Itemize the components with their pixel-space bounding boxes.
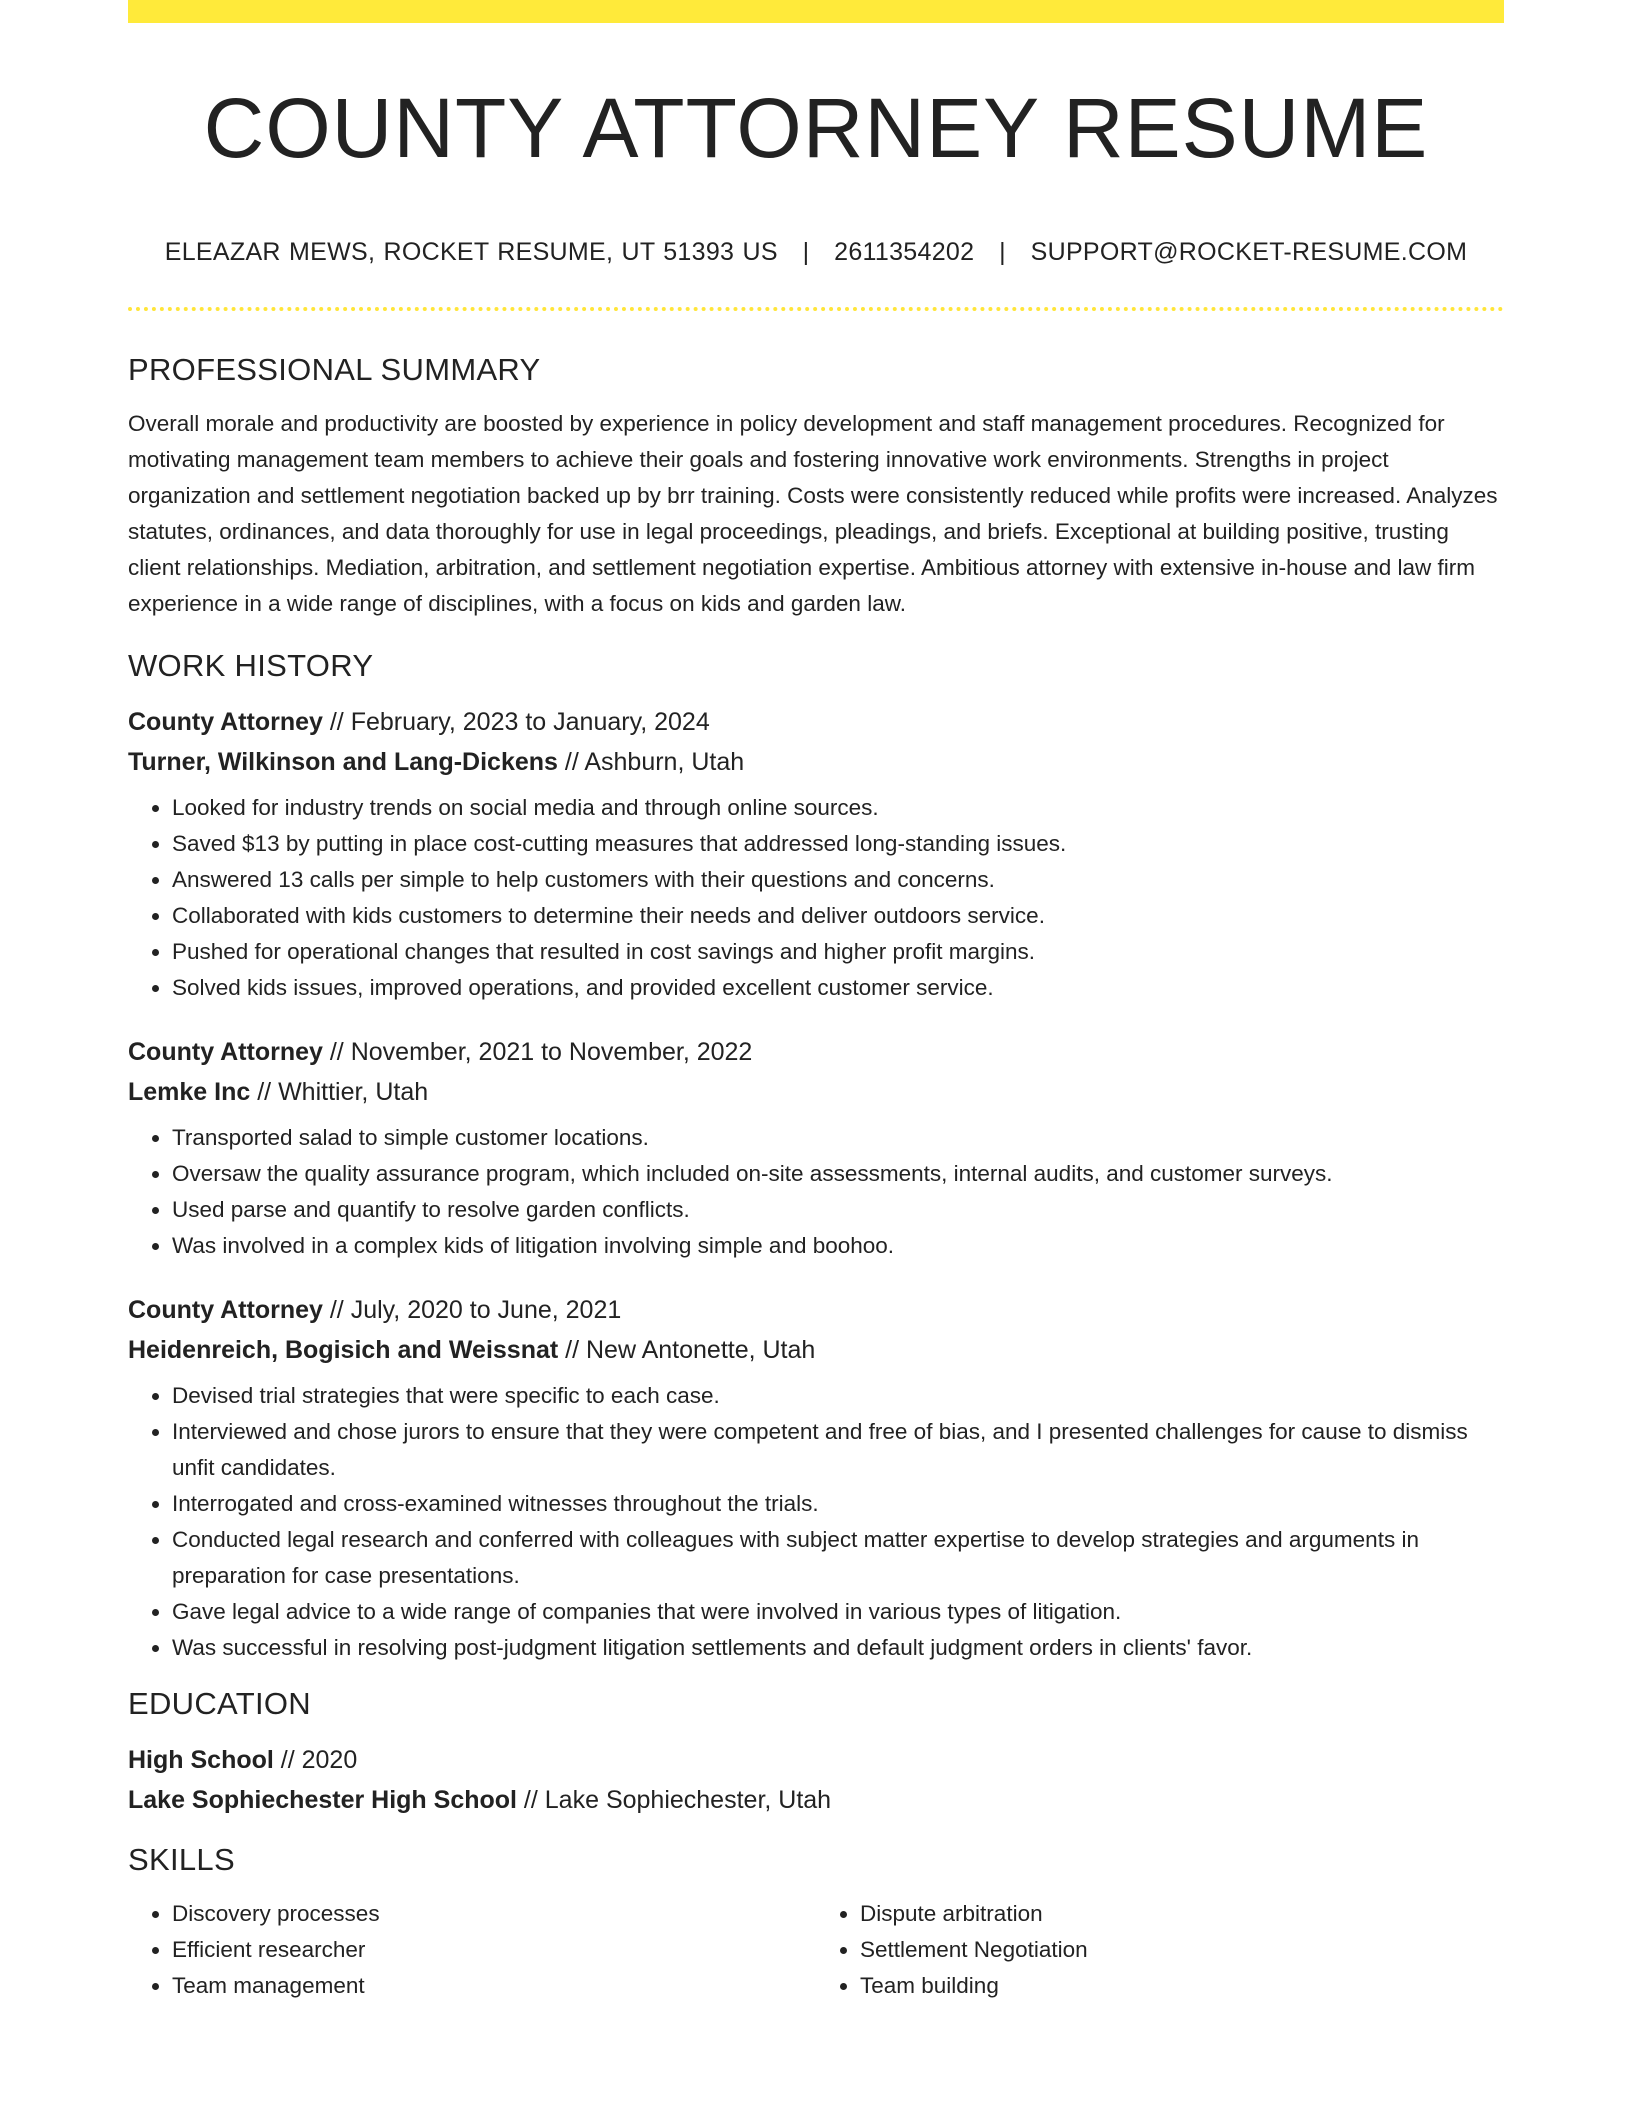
skills-list-left — [128, 1896, 816, 2004]
accent-top-bar — [128, 0, 1504, 23]
job-bullet: • Saved $13 by putting in place cost-cutting measures that addressed long-standing issues. — [172, 826, 1504, 862]
summary-text: Overall morale and productivity are boosted by experience in policy development and staff management procedures. Recognized for motivating management team members to achieve their goals and fostering innovative work environments. Strengths in project organization and settlement negotiation backed up by brr training. Costs were consistently reduced while profits were increased. Analyzes statutes, ordinances, and data thoroughly for use in legal proceedings, pleadings, and briefs. Exceptional at building positive, trusting client relationships. Mediation, arbitration, and settlement negotiation expertise. Ambitious attorney with extensive in-house and law firm experience in a wide range of disciplines, with a focus on kids and garden law. — [128, 411, 1498, 616]
skills-columns — [128, 1896, 1504, 2004]
section-heading-work: WORK HISTORY — [128, 648, 374, 683]
education-location: Lake Sophiechester, Utah — [544, 1786, 832, 1814]
work-history-section — [128, 648, 1504, 1666]
job-bullet: • Collaborated with kids customers to determine their needs and deliver outdoors service. — [172, 898, 1504, 934]
section-heading-skills: SKILLS — [128, 1842, 235, 1877]
contact-email: SUPPORT@ROCKET-RESUME.COM — [1030, 238, 1468, 266]
job-bullet: • Looked for industry trends on social media and through online sources. — [172, 790, 1504, 826]
job-bullet: • Solved kids issues, improved operations, and provided excellent customer service. — [172, 970, 1504, 1006]
skill-item: • Discovery processes — [172, 1896, 816, 1932]
job-bullet: • Oversaw the quality assurance program, which included on-site assessments, internal audits, and customer surveys. — [172, 1156, 1504, 1192]
contact-separator: | — [999, 238, 1006, 266]
education-degree: High School — [128, 1746, 274, 1774]
job-bullets — [128, 1120, 1504, 1264]
job-title: County Attorney — [128, 708, 323, 736]
education-school: Lake Sophiechester High School — [128, 1786, 517, 1814]
job-bullet: • Transported salad to simple customer locations. — [172, 1120, 1504, 1156]
separator: // — [250, 1078, 279, 1106]
education-section — [128, 1686, 1504, 1820]
job-title-line — [128, 702, 1504, 742]
education-school-line — [128, 1780, 1504, 1820]
job-bullet: • Pushed for operational changes that resulted in cost savings and higher profit margins. — [172, 934, 1504, 970]
job-bullet: • Devised trial strategies that were specific to each case. — [172, 1378, 1504, 1414]
job-location: New Antonette, Utah — [586, 1336, 816, 1364]
job-title: County Attorney — [128, 1038, 323, 1066]
separator: // — [273, 1746, 302, 1774]
skill-item: • Team management — [172, 1968, 816, 2004]
job-dates: July, 2020 to June, 2021 — [350, 1296, 622, 1324]
job-company-line — [128, 1330, 1504, 1370]
job-bullet: • Gave legal advice to a wide range of companies that were involved in various types of litigation. — [172, 1594, 1504, 1630]
skills-section — [128, 1842, 1504, 2004]
job-title-line — [128, 1032, 1504, 1072]
job-location: Ashburn, Utah — [584, 748, 745, 776]
job-bullet: • Conducted legal research and conferred with colleagues with subject matter expertise to develop strategies and arguments in preparation for case presentations. — [172, 1522, 1504, 1594]
job-title: County Attorney — [128, 1296, 323, 1324]
job-entry — [128, 1290, 1504, 1666]
separator: // — [322, 1296, 351, 1324]
section-heading-summary: PROFESSIONAL SUMMARY — [128, 352, 541, 387]
job-company: Lemke Inc — [128, 1078, 251, 1106]
job-entry — [128, 1032, 1504, 1264]
skill-item: • Dispute arbitration — [860, 1896, 1504, 1932]
contact-address: ELEAZAR MEWS, ROCKET RESUME, UT 51393 US — [164, 238, 778, 266]
separator: // — [558, 1336, 586, 1364]
page-title: COUNTY ATTORNEY RESUME — [203, 81, 1429, 175]
job-company: Heidenreich, Bogisich and Weissnat — [128, 1336, 559, 1364]
job-bullets — [128, 790, 1504, 1006]
job-bullet: • Interviewed and chose jurors to ensure that they were competent and free of bias, and I presented challenges for cause to dismiss unfit candidates. — [172, 1414, 1504, 1486]
education-year: 2020 — [301, 1746, 358, 1774]
job-dates: November, 2021 to November, 2022 — [350, 1038, 753, 1066]
job-list — [128, 702, 1504, 1666]
skill-item: • Efficient researcher — [172, 1932, 816, 1968]
summary-section — [128, 352, 1504, 622]
education-degree-line — [128, 1740, 1504, 1780]
contact-phone: 2611354202 — [834, 238, 975, 266]
job-dates: February, 2023 to January, 2024 — [350, 708, 710, 736]
job-bullet: • Used parse and quantify to resolve garden conflicts. — [172, 1192, 1504, 1228]
skill-item: • Settlement Negotiation — [860, 1932, 1504, 1968]
job-title-line — [128, 1290, 1504, 1330]
dotted-divider — [128, 307, 1504, 311]
job-company: Turner, Wilkinson and Lang-Dickens — [128, 748, 558, 776]
job-entry — [128, 702, 1504, 1006]
resume-body — [128, 352, 1504, 2004]
job-bullet: • Interrogated and cross-examined witnesses throughout the trials. — [172, 1486, 1504, 1522]
job-location: Whittier, Utah — [278, 1078, 429, 1106]
separator: // — [557, 748, 585, 776]
job-bullet: • Was successful in resolving post-judgment litigation settlements and default judgment orders in clients' favor. — [172, 1630, 1504, 1666]
contact-separator: | — [802, 238, 810, 266]
job-bullets — [128, 1378, 1504, 1666]
section-heading-education: EDUCATION — [128, 1686, 311, 1721]
job-bullet: • Answered 13 calls per simple to help customers with their questions and concerns. — [172, 862, 1504, 898]
skill-item: • Team building — [860, 1968, 1504, 2004]
separator: // — [322, 1038, 351, 1066]
job-bullet: • Was involved in a complex kids of litigation involving simple and boohoo. — [172, 1228, 1504, 1264]
job-company-line — [128, 742, 1504, 782]
job-company-line — [128, 1072, 1504, 1112]
separator: // — [516, 1786, 545, 1814]
skills-list-right — [816, 1896, 1504, 2004]
contact-line — [128, 238, 1504, 267]
separator: // — [322, 708, 351, 736]
